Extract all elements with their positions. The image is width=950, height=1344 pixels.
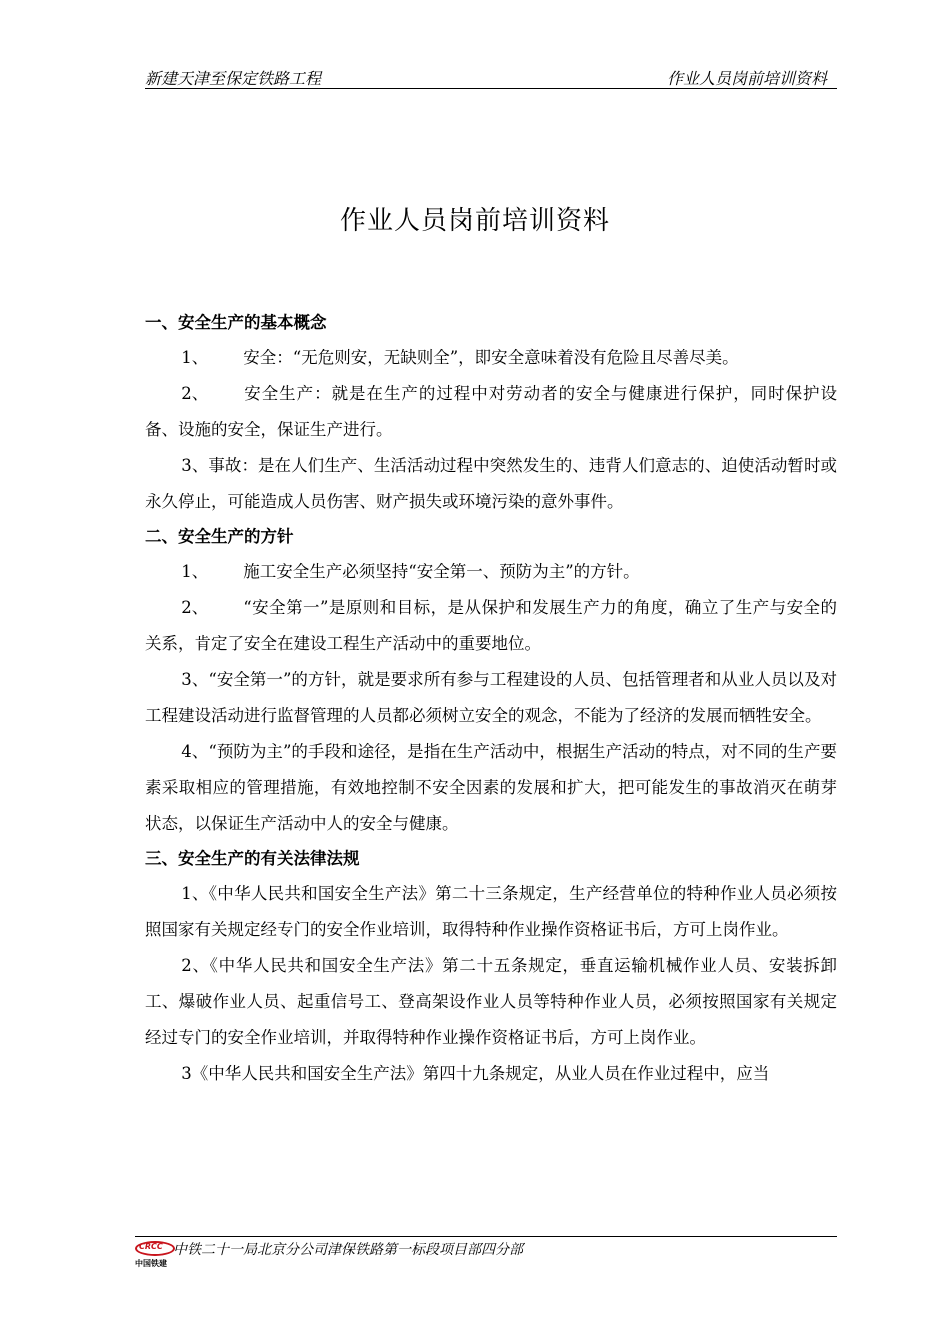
page-header	[145, 64, 837, 89]
paragraph	[145, 662, 837, 734]
paragraph	[145, 448, 837, 520]
logo-text: CRCC	[139, 1242, 163, 1251]
crcc-logo-icon	[135, 1241, 175, 1269]
paragraph-text: 施工安全生产必须坚持“安全第一、预防为主”的方针。	[243, 562, 640, 581]
paragraph-text: 1、《中华人民共和国安全生产法》第二十三条规定，生产经营单位的特种作业人员必须按照国家有关规定经专门的安全作业培训，取得特种作业操作资格证书后，方可上岗作业。	[145, 884, 837, 939]
paragraph-text: 安全生产：就是在生产的过程中对劳动者的安全与健康进行保护，同时保护设备、设施的安全，保证生产进行。	[145, 384, 837, 439]
paragraph-text: 3《中华人民共和国安全生产法》第四十九条规定，从业人员在作业过程中，应当	[181, 1064, 770, 1083]
paragraph-text: 3、“安全第一”的方针，就是要求所有参与工程建设的人员、包括管理者和从业人员以及对工程建设活动进行监督管理的人员都必须树立安全的观念，不能为了经济的发展而牺牲安全。	[145, 670, 837, 725]
paragraph	[145, 590, 837, 662]
paragraph-number: 1、	[181, 562, 209, 581]
paragraph-text: 安全：“无危则安，无缺则全”，即安全意味着没有危险且尽善尽美。	[243, 348, 739, 367]
paragraph	[145, 876, 837, 948]
header-project-name: 新建天津至保定铁路工程	[145, 69, 322, 88]
page-footer	[135, 1236, 837, 1267]
document-title: 作业人员岗前培训资料	[339, 206, 610, 236]
paragraph-text: 3、事故：是在人们生产、生活活动过程中突然发生的、违背人们意志的、迫使活动暂时或永久停止，可能造成人员伤害、财产损失或环境污染的意外事件。	[145, 456, 837, 511]
paragraph-number: 2、	[181, 598, 209, 617]
paragraph	[145, 734, 837, 842]
section-heading: 三、安全生产的有关法律法规	[145, 849, 360, 868]
section-heading: 一、安全生产的基本概念	[145, 313, 327, 332]
paragraph-number: 2、	[181, 384, 209, 403]
paragraph	[145, 948, 837, 1056]
paragraph-text: 2、《中华人民共和国安全生产法》第二十五条规定，垂直运输机械作业人员、安装拆卸工、爆破作业人员、起重信号工、登高架设作业人员等特种作业人员，必须按照国家有关规定经过专门的安全作业培训，并取得特种作业操作资格证书后，方可上岗作业。	[145, 956, 837, 1047]
footer-text: 中铁二十一局北京分公司津保铁路第一标段项目部四分部	[173, 1242, 523, 1258]
paragraph	[145, 340, 837, 376]
logo-chinese-text: 中国铁建	[135, 1259, 167, 1268]
section-heading: 二、安全生产的方针	[145, 527, 294, 546]
paragraph-text: 4、“预防为主”的手段和途径，是指在生产活动中，根据生产活动的特点，对不同的生产要素采取相应的管理措施，有效地控制不安全因素的发展和扩大，把可能发生的事故消灭在萌芽状态，以保证生产活动中人的安全与健康。	[145, 742, 837, 833]
header-doc-name: 作业人员岗前培训资料	[666, 69, 827, 88]
paragraph-number: 1、	[181, 348, 209, 367]
paragraph	[145, 376, 837, 448]
paragraph	[145, 554, 837, 590]
paragraph-text: “安全第一”是原则和目标，是从保护和发展生产力的角度，确立了生产与安全的关系，肯定了安全在建设工程生产活动中的重要地位。	[145, 598, 837, 653]
document-body	[145, 306, 837, 1092]
paragraph	[145, 1056, 837, 1092]
